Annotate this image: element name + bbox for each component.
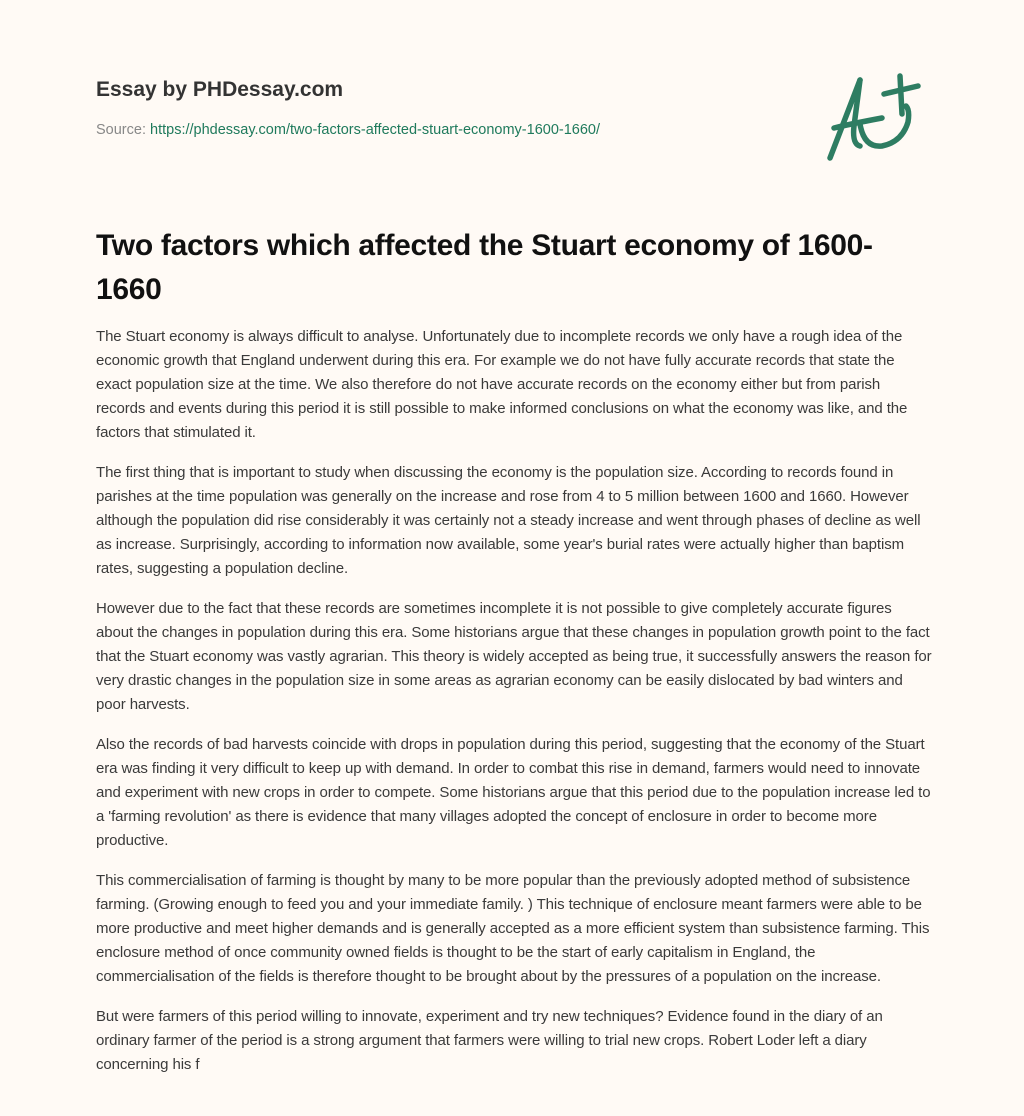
source-link[interactable]: https://phdessay.com/two-factors-affected-stuart-economy-1600-1660/ (150, 122, 601, 138)
source-label: Source: (96, 122, 146, 138)
paragraph: The first thing that is important to study when discussing the economy is the population size. According to records found in parishes at the time population was generally on the increase and rose from 4 to 5 million between 1600 and 1660. However although the population did rise considerably it was certainly not a steady increase and went through phases of decline as well as increase. Surprisingly, according to information now available, some year's burial rates were actually higher than baptism rates, suggesting a population decline. (96, 464, 921, 577)
site-title: Essay by PHDessay.com (96, 78, 344, 101)
paragraph: The Stuart economy is always difficult to analyse. Unfortunately due to incomplete records we only have a rough idea of the economic growth that England underwent during this era. For example we do not have fully accurate records that state the exact population size at the time. We also therefore do not have accurate records on the economy either but from parish records and events during this period it is still possible to make informed conclusions on what the economy was like, and the factors that stimulated it. (96, 328, 908, 441)
a-plus-grade-icon (820, 66, 930, 166)
page-header (96, 76, 796, 140)
paragraph: Also the records of bad harvests coincide with drops in population during this period, suggesting that the economy of the Stuart era was finding it very difficult to keep up with demand. In order to combat this rise in demand, farmers would need to innovate and experiment with new crops in order to compete. Some historians argue that this period due to the population increase led to a 'farming revolution' as there is evidence that many villages adopted the concept of enclosure in order to become more productive. (96, 736, 931, 849)
paragraph: However due to the fact that these records are sometimes incomplete it is not possible to give completely accurate figures about the changes in population during this era. Some historians argue that these changes in population growth point to the fact that the Stuart economy was vastly agrarian. This theory is widely accepted as being true, it successfully answers the reason for very drastic changes in the population size in some areas as agrarian economy can be easily dislocated by bad winters and poor harvests. (96, 600, 932, 713)
source-line (96, 120, 796, 140)
paragraph: But were farmers of this period willing to innovate, experiment and try new techniques? Evidence found in the diary of an ordinary farmer of the period is a strong argument that farmers were willing to trial new crops. Robert Loder left a diary concerning his f (96, 1008, 883, 1073)
article-title: Two factors which affected the Stuart economy of 1600-1660 (96, 229, 873, 306)
paragraph: This commercialisation of farming is thought by many to be more popular than the previously adopted method of subsistence farming. (Growing enough to feed you and your immediate family. ) This technique of enclosure meant farmers were able to be more productive and meet higher demands and is generally accepted as a more efficient system than subsistence farming. This enclosure method of once community owned fields is thought to be the start of early capitalism in England, the commercialisation of the fields is therefore thought to be brought about by the pressures of a population on the increase. (96, 872, 930, 985)
article-body (96, 325, 932, 1093)
